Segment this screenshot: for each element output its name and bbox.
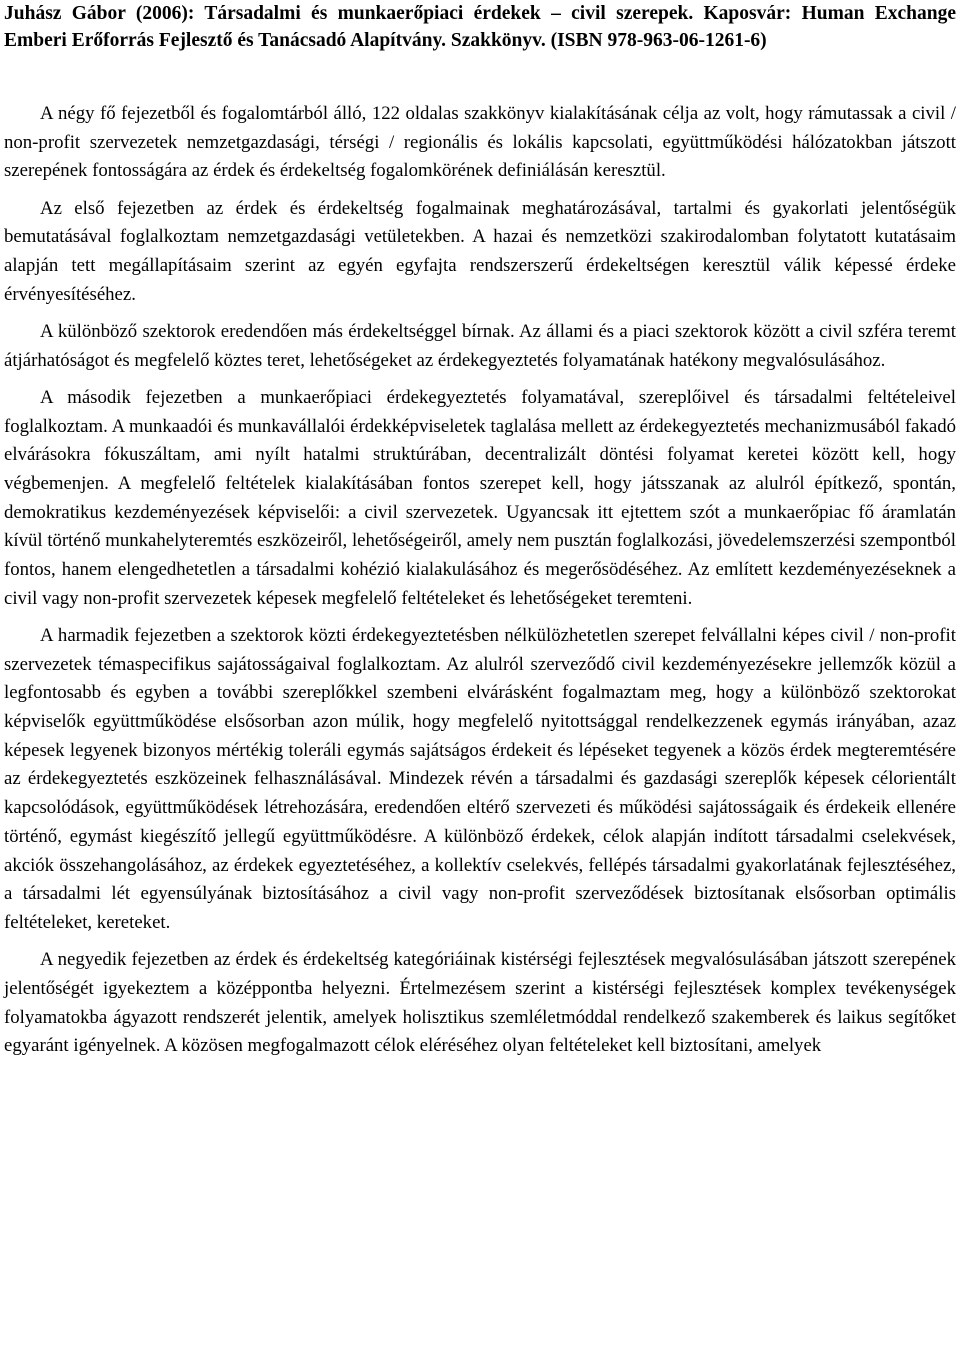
paragraph-intro: A négy fő fejezetből és fogalomtárból álló, 122 oldalas szakkönyv kialakításának célja az volt, hogy rámutassak a civil / non-profit szervezetek nemzetgazdasági, térségi / regionális és lokális kapcsolati, együttműködési hálózatokban játszott szerepének fontosságára az érdek és érdekeltség fogalomkörének definiálásán keresztül. [4,103,956,182]
paragraph-chapter-3: A harmadik fejezetben a szektorok közti érdekegyeztetésben nélkülözhetetlen szerepet felvállalni képes civil / non-profit szervezetek témaspecifikus sajátosságaival foglalkoztam. Az alulról szerveződő civil kezdeményezésekre jellemzők közül a legfontosabb és egyben a további szereplőkkel szembeni elvárásként fogalmaztam meg, hogy a különböző szektorokat képviselők együttműködése elsősorban azon múlik, hogy megfelelő nyitottsággal rendelkezzenek egymás irányában, azaz képesek legyenek bizonyos mértékig toleráli egymás sajátságos érdekeit és lépéseket tegyenek a közös érdek megteremtésére az érdekegyeztetés eszközeinek felhasználásával. Mindezek révén a társadalmi és gazdasági szereplők képesek célorientált kapcsolódások, együttműködések létrehozására, eredendően eltérő szervezeti és működési sajátosságaik és érdekeik ellenére történő, egymást kiegészítő jellegű együttműködésre. A különböző érdekek, célok alapján indított társadalmi cselekvések, akciók összehangolásához, az érdekek egyeztetéséhez, a kollektív cselekvés, fellépés társadalmi gyakorlatának fejlesztéséhez, a társadalmi lét egyensúlyának biztosításához a civil vagy non-profit szerveződések biztosítanak elsősorban optimális feltételeket, kereteket. [4,624,956,933]
heading-spacer [4,54,956,100]
paragraph-chapter-1: Az első fejezetben az érdek és érdekeltség fogalmainak meghatározásával, tartalmi és gyakorlati jelentőségük bemutatásával foglalkoztam nemzetgazdasági vetületekben. A hazai és nemzetközi szakirodalomban folytatott kutatásaim alapján tett megállapításaim szerint az egyén egyfajta rendszerszerű érdekeltségen keresztül válik képessé érdeke érvényesítéséhez. [4,197,956,305]
paragraph-chapter-4: A negyedik fejezetben az érdek és érdekeltség kategóriáinak kistérségi fejlesztések megvalósulásában játszott szerepének jelentőségét igyekeztem a középpontba helyezni. Értelmezésem szerint a kistérségi fejlesztések komplex tevékenységek folyamatokba ágyazott rendszerét jelentik, amelyek holisztikus szemléletmóddal rendelkező szakemberek és laikus segítőket egyaránt igényelnek. A közösen megfogalmazott célok eléréséhez olyan feltételeket kell biztosítani, amelyek [4,949,956,1057]
paragraph-chapter-2: A második fejezetben a munkaerőpiaci érdekegyeztetés folyamatával, szereplőivel és társadalmi feltételeivel foglalkoztam. A munkaadói és munkavállalói érdekképviseletek taglalása mellett az érdekegyeztetés mechanizmusából fakadó elvárásokra fókuszáltam, ami nyílt hatalmi struktúrában, decentralizált döntési folyamat keretei között kell, hogy végbemenjen. A megfelelő feltételek kialakításában fontos szerepet kell, hogy játsszanak az alulról építkező, spontán, demokratikus kezdeményezések képviselői: a civil szervezetek. Ugyancsak itt ejtettem szót a munkaerőpiac fő áramlatán kívül történő munkahelyteremtés eszközeiről, lehetőségeiről, amely nem pusztán foglalkozási, jövedelemszerzési szempontból fontos, hanem elengedhetetlen a társadalmi kohézió kialakulásához és megerősödéséhez. Az említett kezdeményezéseknek a civil vagy non-profit szervezetek képesek megfelelő feltételeket és lehetőségeket teremteni. [4,386,956,609]
paragraph-sectors: A különböző szektorok eredendően más érdekeltséggel bírnak. Az állami és a piaci szektorok között a civil szféra teremt átjárhatóságot és megfelelő köztes teret, lehetőségeket az érdekegyeztetés folyamatának hatékony megvalósulásához. [4,320,956,371]
document-body [4,100,956,1061]
citation-heading: Juhász Gábor (2006): Társadalmi és munkaerőpiaci érdekek – civil szerepek. Kaposvár: Human Exchange Emberi Erőforrás Fejlesztő és Tanácsadó Alapítvány. Szakkönyv. (ISBN 978-963-06-1261-6) [4,3,956,51]
